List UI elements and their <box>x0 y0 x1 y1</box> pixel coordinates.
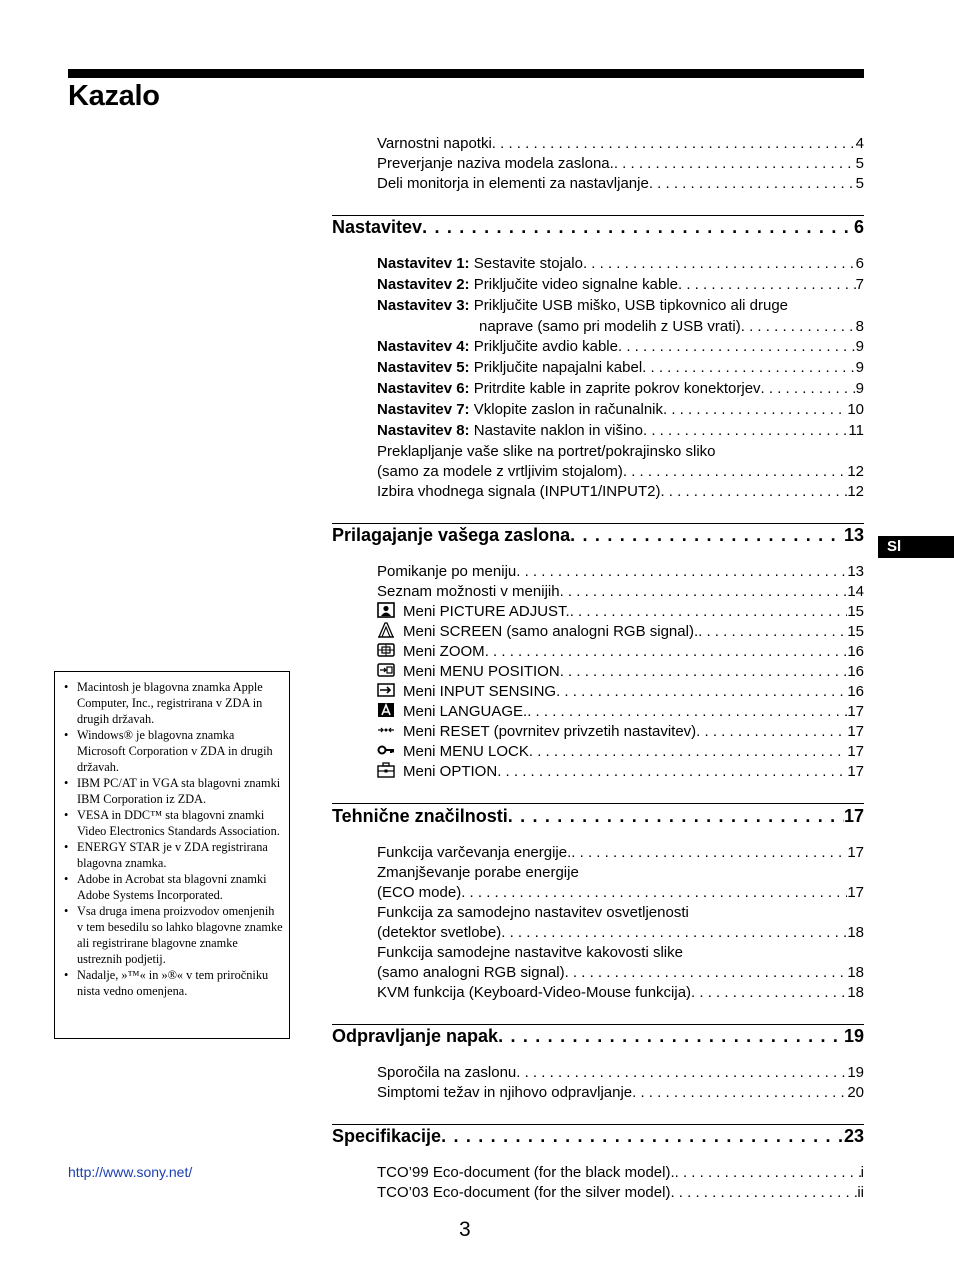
zoom-icon <box>377 642 395 658</box>
page-number: 3 <box>459 1218 471 1241</box>
trademark-item: • VESA in DDC™ sta blagovni znamki Video Electronics Standards Association. <box>77 807 283 839</box>
toc-entry[interactable]: Pomikanje po meniju . . . 13 <box>377 562 864 582</box>
toc-entry[interactable]: (ECO mode) . . . 17 <box>377 883 864 903</box>
toc-entry-line: Preklapljanje vaše slike na portret/pokrajinsko sliko <box>377 443 716 460</box>
toc-entry[interactable]: Meni ZOOM . . . 16 <box>377 642 864 662</box>
input-sensing-icon <box>377 682 395 698</box>
section-heading-troubleshooting[interactable]: Odpravljanje napak . . . 19 <box>332 1025 864 1047</box>
sony-url-link[interactable]: http://www.sony.net/ <box>68 1164 193 1180</box>
toc-entry[interactable]: (samo analogni RGB signal) . . . 18 <box>377 963 864 983</box>
toc-entry[interactable]: Sporočila na zaslonu . . . 19 <box>377 1063 864 1083</box>
trademark-item: • Nadalje, »™« in »®« v tem priročniku nista vedno omenjena. <box>77 967 283 999</box>
reset-icon <box>377 722 395 738</box>
toc-entry[interactable]: Meni SCREEN (samo analogni RGB signal). . . . 15 <box>377 622 864 642</box>
toc-entry[interactable]: Meni MENU LOCK . . . 17 <box>377 742 864 762</box>
toc-entry[interactable]: Meni LANGUAGE. . . . 17 <box>377 702 864 722</box>
toc-entry[interactable]: (detektor svetlobe) . . . 18 <box>377 923 864 943</box>
toc-entry[interactable]: Nastavitev 2: Priključite video signalne kable . . . 7 <box>377 275 864 295</box>
toc-entry[interactable]: Varnostni napotki . . . 4 <box>377 134 864 154</box>
top-rule <box>68 69 864 78</box>
toc-entry-line: Zmanjševanje porabe energije <box>377 864 579 881</box>
language-icon <box>377 702 395 718</box>
toc-entry-line: Funkcija samodejne nastavitve kakovosti slike <box>377 944 683 961</box>
toc-entry[interactable]: Meni OPTION . . . 17 <box>377 762 864 782</box>
toc-entry-line: Funkcija za samodejno nastavitev osvetljenosti <box>377 904 689 921</box>
menu-position-icon <box>377 662 395 678</box>
trademark-item: • ENERGY STAR je v ZDA registrirana blagovna znamka. <box>77 839 283 871</box>
section-heading-tech[interactable]: Tehnične značilnosti . . . 17 <box>332 805 864 827</box>
trademark-item: • Macintosh je blagovna znamka Apple Computer, Inc., registrirana v ZDA in drugih državah. <box>77 679 283 727</box>
toc-entry[interactable]: Meni PICTURE ADJUST. . . . 15 <box>377 602 864 622</box>
toc-entry[interactable]: Preverjanje naziva modela zaslona. . . . 5 <box>377 154 864 174</box>
trademark-item: • Adobe in Acrobat sta blagovni znamki Adobe Systems Incorporated. <box>77 871 283 903</box>
trademark-item: • Windows® je blagovna znamka Microsoft Corporation v ZDA in drugih državah. <box>77 727 283 775</box>
toc-entry[interactable]: Nastavitev 5: Priključite napajalni kabel . . . 9 <box>377 358 864 378</box>
toc-entry-line: Nastavitev 3: Priključite USB miško, USB tipkovnico ali druge <box>377 297 789 314</box>
menu-lock-icon <box>377 742 395 758</box>
section-heading-adjust[interactable]: Prilagajanje vašega zaslona . . . 13 <box>332 524 864 546</box>
toc-entry[interactable]: Seznam možnosti v menijih . . . 14 <box>377 582 864 602</box>
toc-entry[interactable]: Meni MENU POSITION . . . 16 <box>377 662 864 682</box>
toc-entry[interactable]: Meni RESET (povrnitev privzetih nastavitev) . . . 17 <box>377 722 864 742</box>
toc-entry[interactable]: TCO’99 Eco-document (for the black model). . . . i <box>377 1163 864 1183</box>
toc-entry[interactable]: Nastavitev 4: Priključite avdio kable . . . 9 <box>377 337 864 357</box>
toc-entry[interactable]: Deli monitorja in elementi za nastavljanje . . . 5 <box>377 174 864 194</box>
page-title: Kazalo <box>68 80 160 112</box>
section-heading-setup[interactable]: Nastavitev . . . 6 <box>332 216 864 238</box>
picture-adjust-icon <box>377 602 395 618</box>
screen-icon <box>377 622 395 638</box>
trademark-item: • Vsa druga imena proizvodov omenjenih v tem besedilu so lahko blagovne znamke ali registrirane blagovne znamke ustreznih podjetij. <box>77 903 283 967</box>
toc-entry[interactable]: KVM funkcija (Keyboard-Video-Mouse funkcija) . . . 18 <box>377 983 864 1003</box>
trademark-notice-box <box>54 671 290 1039</box>
section-rule <box>332 803 864 804</box>
language-tab: Sl <box>878 536 954 558</box>
toc-entry[interactable]: Nastavitev 8: Nastavite naklon in višino . . . 11 <box>377 421 864 441</box>
toc-entry[interactable]: (samo za modele z vrtljivim stojalom) . . . 12 <box>377 462 864 482</box>
trademark-item: • IBM PC/AT in VGA sta blagovni znamki IBM Corporation iz ZDA. <box>77 775 283 807</box>
toc-entry[interactable]: Simptomi težav in njihovo odpravljanje . . . 20 <box>377 1083 864 1103</box>
toc-entry[interactable]: Izbira vhodnega signala (INPUT1/INPUT2) . . . 12 <box>377 482 864 502</box>
section-heading-specifications[interactable]: Specifikacije . . . 23 <box>332 1125 864 1147</box>
toc-entry[interactable]: TCO’03 Eco-document (for the silver model) . . . ii <box>377 1183 864 1203</box>
toc-entry[interactable]: Nastavitev 1: Sestavite stojalo . . . 6 <box>377 254 864 274</box>
toc-entry[interactable]: naprave (samo pri modelih z USB vrati) . . . 8 <box>479 317 864 337</box>
toc-entry[interactable]: Funkcija varčevanja energije. . . . 17 <box>377 843 864 863</box>
option-icon <box>377 762 395 778</box>
toc-entry[interactable]: Meni INPUT SENSING . . . 16 <box>377 682 864 702</box>
toc-entry[interactable]: Nastavitev 7: Vklopite zaslon in računalnik . . . 10 <box>377 400 864 420</box>
toc-entry[interactable]: Nastavitev 6: Pritrdite kable in zaprite pokrov konektorjev . . . 9 <box>377 379 864 399</box>
